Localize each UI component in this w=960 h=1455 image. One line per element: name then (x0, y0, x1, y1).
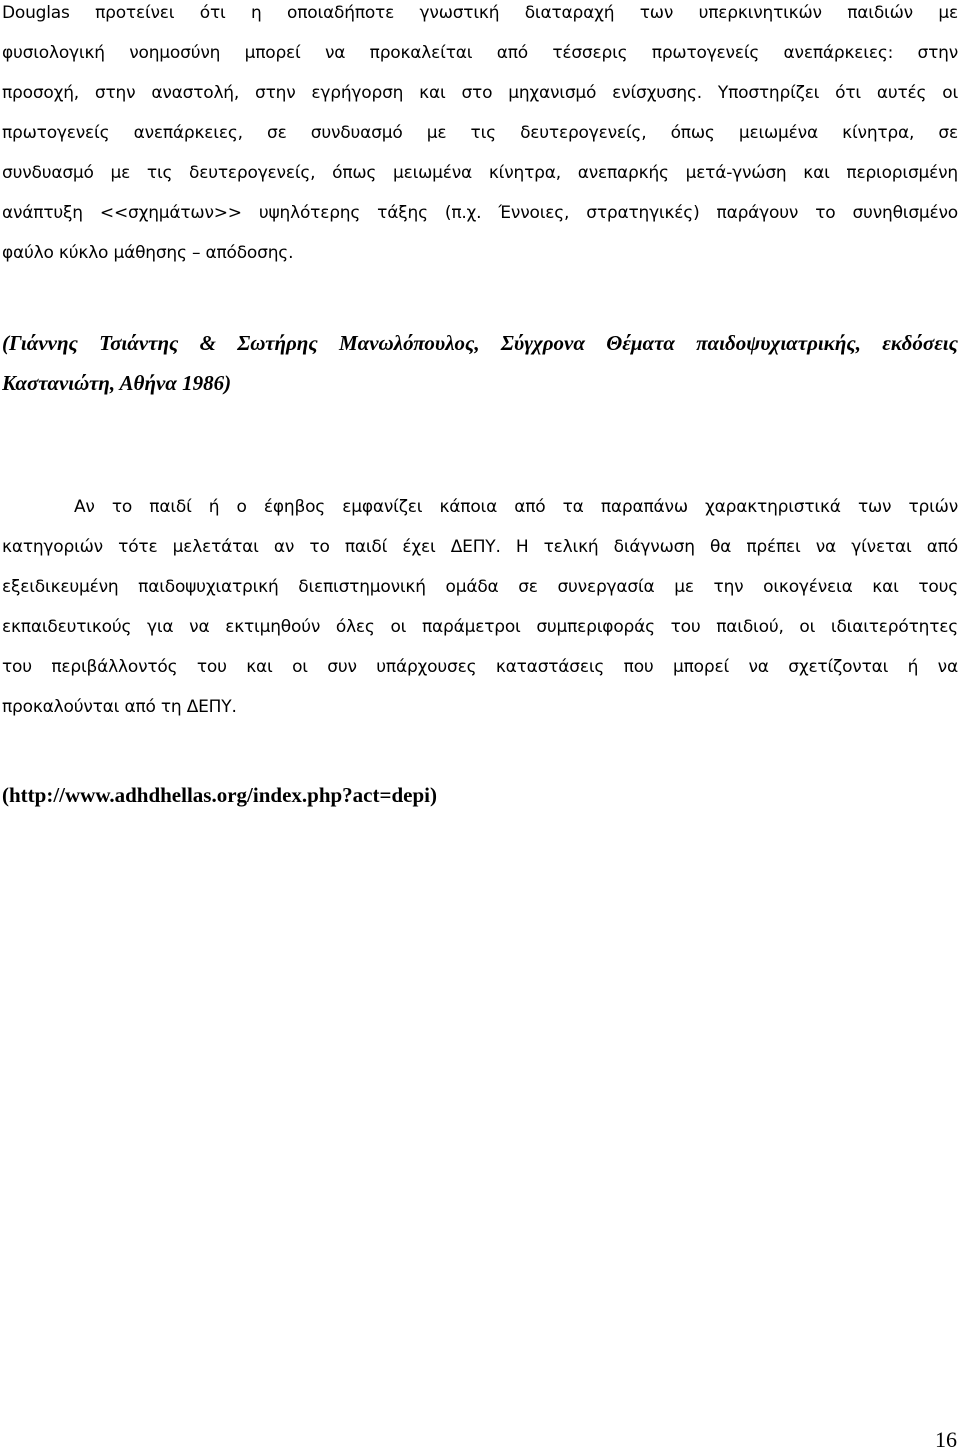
paragraph-line: προσοχή, στην αναστολή, στην εγρήγορση και στο μηχανισμό ενίσχυσης. Υποστηρίζει ότι αυτές οι (2, 83, 958, 103)
paragraph-line: προκαλούνται από τη ΔΕΠΥ. (2, 697, 237, 717)
paragraph-line: εξειδικευμένη παιδοψυχιατρική διεπιστημονική ομάδα σε συνεργασία με την οικογένεια και τους (2, 577, 958, 597)
paragraph-line: φαύλο κύκλο μάθησης – απόδοσης. (2, 243, 294, 263)
paragraph-line: Douglas προτείνει ότι η οποιαδήποτε γνωστική διαταραχή των υπερκινητικών παιδιών με (2, 3, 958, 23)
citation-url-text: (http://www.adhdhellas.org/index.php?act=depi) (2, 783, 437, 807)
paragraph-line: του περιβάλλοντός του και οι συν υπάρχουσες καταστάσεις που μπορεί να σχετίζονται ή να (2, 657, 958, 677)
paragraph-line: εκπαιδευτικούς για να εκτιμηθούν όλες οι παράμετροι συμπεριφοράς του παιδιού, οι ιδιαιτερότητες (2, 617, 958, 637)
paragraph-line: πρωτογενείς ανεπάρκειες, σε συνδυασμό με τις δευτερογενείς, όπως μειωμένα κίνητρα, σε (2, 123, 958, 143)
page-number: 16 (935, 1427, 957, 1452)
paragraph-line: Αν το παιδί ή ο έφηβος εμφανίζει κάποια από τα παραπάνω χαρακτηριστικά των τριών (74, 497, 958, 517)
citation-line: (Γιάννης Τσιάντης & Σωτήρης Μανωλόπουλος, Σύγχρονα Θέματα παιδοψυχιατρικής, εκδόσεις (2, 331, 958, 355)
paragraph-line: ανάπτυξη <<σχημάτων>> υψηλότερης τάξης (π.χ. Έννοιες, στρατηγικές) παράγουν το συνηθισμένο (2, 203, 958, 223)
paragraph-douglas (2, 0, 958, 273)
paragraph-line: συνδυασμό με τις δευτερογενείς, όπως μειωμένα κίνητρα, ανεπαρκής μετά-γνώση και περιορισμένη (2, 163, 958, 183)
citation-book (2, 323, 958, 403)
paragraph-line: κατηγοριών τότε μελετάται αν το παιδί έχει ΔΕΠΥ. Η τελική διάγνωση θα πρέπει να γίνεται από (2, 537, 958, 557)
paragraph-diagnosis (2, 487, 958, 727)
paragraph-line: φυσιολογική νοημοσύνη μπορεί να προκαλείται από τέσσερις πρωτογενείς ανεπάρκειες: στην (2, 43, 958, 63)
citation-url (2, 775, 958, 815)
citation-line: Καστανιώτη, Αθήνα 1986) (2, 371, 232, 395)
